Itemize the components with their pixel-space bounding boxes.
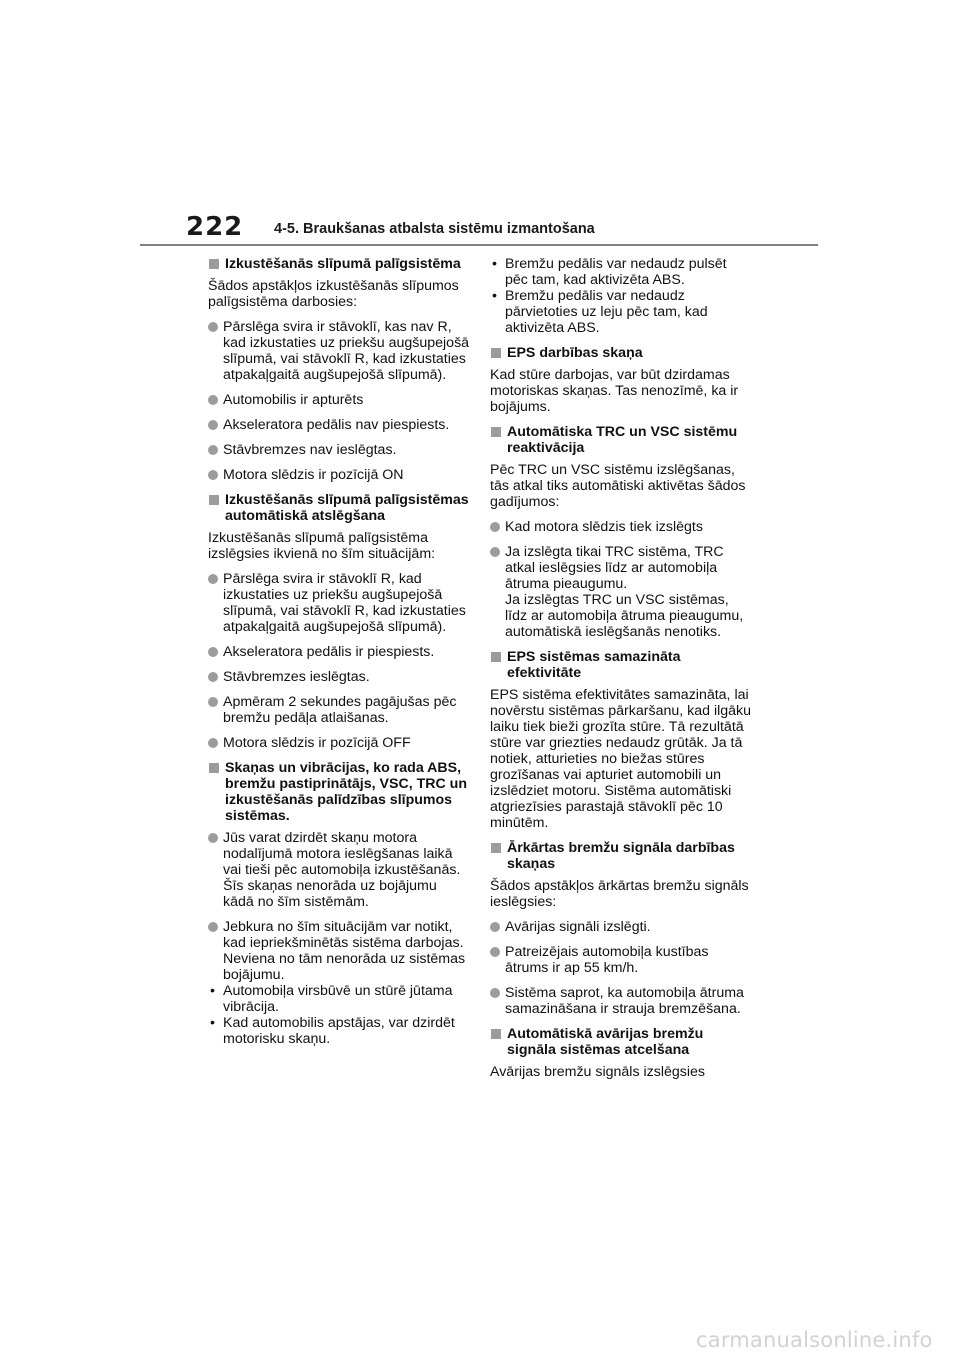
section-heading (490, 840, 752, 872)
bullet-text: Pārslēga svira ir stāvoklī, kas nav R, kad izkustaties uz priekšu augšupejošā slīpumā, vai stāvoklī R, kad izkustaties atpakaļgaitā augšupejošā slīpumā). (223, 319, 470, 383)
paragraph: Avārijas bremžu signāls izslēgsies (490, 1064, 706, 1080)
dot-bullet-icon (208, 395, 218, 405)
heading-text: Izkustēšanās slīpumā palīgsistēma (225, 256, 461, 272)
paragraph: Šādos apstākļos ārkārtas bremžu signāls ieslēgsies: (490, 878, 749, 910)
heading-text: EPS sistēmas samazināta efektivitāte (507, 649, 681, 681)
heading-text: Izkustēšanās slīpumā palīgsistēmas automātiskā atslēgšana (225, 492, 469, 524)
bullet-item (208, 392, 470, 408)
heading-text: EPS darbības skaņa (507, 345, 643, 361)
dot-bullet-icon (208, 833, 218, 843)
dash-bullet-icon: • (210, 1015, 215, 1031)
heading-text: Ārkārtas bremžu signāla darbības skaņas (507, 840, 735, 872)
paragraph: Izkustēšanās slīpumā palīgsistēma izslēgsies ikvienā no šīm situācijām: (208, 530, 436, 562)
bullet-text: Kad motora slēdzis tiek izslēgts (505, 519, 703, 535)
dot-bullet-icon (208, 647, 218, 657)
right-column (490, 256, 752, 1089)
dot-bullet-icon (490, 988, 500, 998)
square-bullet-icon (491, 348, 501, 358)
square-bullet-icon (491, 1029, 501, 1039)
section-heading (208, 256, 470, 272)
square-bullet-icon (491, 427, 501, 437)
section-heading (490, 1026, 752, 1058)
dash-item (490, 256, 752, 288)
heading-text: Automātiskā avārijas bremžu signāla sistēmas atcelšana (507, 1026, 704, 1058)
dot-bullet-icon (490, 547, 500, 557)
section-heading (490, 649, 752, 681)
dash-bullet-icon: • (492, 288, 497, 304)
section-heading (490, 424, 752, 456)
bullet-item (208, 467, 470, 483)
bullet-item (208, 669, 470, 685)
bullet-item (208, 319, 470, 383)
bullet-item (490, 519, 752, 535)
paragraph: Šādos apstākļos izkustēšanās slīpumos palīgsistēma darbosies: (208, 278, 459, 310)
dot-bullet-icon (208, 445, 218, 455)
bullet-item (208, 735, 470, 751)
bullet-item (490, 544, 752, 640)
square-bullet-icon (491, 843, 501, 853)
section-heading (490, 345, 752, 361)
dash-text: Bremžu pedālis var nedaudz pārvietoties uz leju pēc tam, kad aktivizēta ABS. (505, 288, 708, 336)
dot-bullet-icon (208, 470, 218, 480)
bullet-item (208, 417, 470, 433)
bullet-text: Motora slēdzis ir pozīcijā ON (223, 467, 404, 483)
square-bullet-icon (491, 652, 501, 662)
paragraph: EPS sistēma efektivitātes samazināta, lai novērstu sistēmas pārkaršanu, kad ilgāku laiku tiek bieži grozīta stūre. Tā rezultātā stūre var griezties nedaudz grūtāk. Ja tā notiek, atturieties no biežas stūres grozīšanas vai apturiet automobili un izslēdziet motoru. Sistēma automātiski atgriezīsies parastajā stāvoklī pēc 10 minūtēm. (490, 687, 752, 831)
dot-bullet-icon (490, 922, 500, 932)
bullet-item (208, 442, 470, 458)
bullet-text: Motora slēdzis ir pozīcijā OFF (223, 735, 411, 751)
square-bullet-icon (209, 259, 219, 269)
left-column (208, 256, 470, 1047)
dot-bullet-icon (208, 420, 218, 430)
page-number: 222 (186, 212, 244, 242)
section-heading (208, 760, 470, 824)
bullet-text: Pārslēga svira ir stāvoklī R, kad izkustaties uz priekšu augšupejošā slīpumā, vai stāvoklī R, kad izkustaties atpakaļgaitā augšupejošā slīpumā). (223, 571, 466, 635)
bullet-item (490, 944, 752, 976)
section-title: 4-5. Braukšanas atbalsta sistēmu izmantošana (274, 221, 595, 237)
dash-item (490, 288, 752, 336)
square-bullet-icon (209, 495, 219, 505)
section-heading (208, 492, 470, 524)
dash-text: Bremžu pedālis var nedaudz pulsēt pēc tam, kad aktivizēta ABS. (505, 256, 727, 288)
bullet-text: Akseleratora pedālis nav piespiests. (223, 417, 450, 433)
square-bullet-icon (209, 763, 219, 773)
dash-item (208, 1015, 470, 1047)
dot-bullet-icon (208, 574, 218, 584)
bullet-item (490, 919, 752, 935)
bullet-text: Jūs varat dzirdēt skaņu motora nodalījumā motora ieslēgšanas laikā vai tieši pēc automobiļa izkustēšanās. Šīs skaņas nenorāda uz bojājumu kādā no šīm sistēmām. (223, 830, 461, 910)
bullet-item (490, 985, 752, 1017)
dash-bullet-icon: • (492, 256, 497, 272)
bullet-text: Ja izslēgta tikai TRC sistēma, TRC atkal ieslēgsies līdz ar automobiļa ātruma pieaugumu. (505, 544, 724, 592)
dot-bullet-icon (490, 947, 500, 957)
dot-bullet-icon (208, 738, 218, 748)
dash-text: Automobiļa virsbūvē un stūrē jūtama vibrācija. (223, 983, 453, 1015)
bullet-item (208, 694, 470, 726)
bullet-text: Sistēma saprot, ka automobiļa ātruma samazināšana ir strauja bremzēšana. (505, 985, 744, 1017)
bullet-text: Automobilis ir apturēts (223, 392, 364, 408)
watermark: carmanualsonline.info (696, 1328, 933, 1352)
dot-bullet-icon (208, 922, 218, 932)
bullet-text: Patreizējais automobiļa kustības ātrums ir ap 55 km/h. (505, 944, 709, 976)
bullet-item (208, 830, 470, 910)
dot-bullet-icon (208, 672, 218, 682)
dash-text: Kad automobilis apstājas, var dzirdēt motorisku skaņu. (223, 1015, 455, 1047)
bullet-text: Stāvbremzes ieslēgtas. (223, 669, 370, 685)
dash-bullet-icon: • (210, 983, 215, 999)
dot-bullet-icon (208, 697, 218, 707)
bullet-item (208, 571, 470, 635)
bullet-text: Akseleratora pedālis ir piespiests. (223, 644, 435, 660)
bullet-text: Stāvbremzes nav ieslēgtas. (223, 442, 397, 458)
header-divider (140, 244, 818, 246)
dot-bullet-icon (490, 522, 500, 532)
dash-item (208, 983, 470, 1015)
dot-bullet-icon (208, 322, 218, 332)
paragraph: Pēc TRC un VSC sistēmu izslēgšanas, tās atkal tiks automātiski aktivētas šādos gadījumos: (490, 462, 746, 510)
bullet-text: Avārijas signāli izslēgti. (505, 919, 651, 935)
bullet-text: Jebkura no šīm situācijām var notikt, kad iepriekšminētās sistēma darbojas. Neviena no tām nenorāda uz sistēmas bojājumu. (223, 919, 466, 983)
heading-text: Skaņas un vibrācijas, ko rada ABS, bremžu pastiprinātājs, VSC, TRC un izkustēšanās palīdzības slīpumos sistēmas. (225, 760, 468, 824)
paragraph: Kad stūre darbojas, var būt dzirdamas motoriskas skaņas. Tas nenozīmē, ka ir bojājums. (490, 367, 739, 415)
bullet-text: Apmēram 2 sekundes pagājušas pēc bremžu pedāļa atlaišanas. (223, 694, 457, 726)
bullet-item (208, 919, 470, 983)
bullet-text: Ja izslēgtas TRC un VSC sistēmas, līdz ar automobiļa ātruma pieaugumu, automātiskā ieslēgšanās nenotiks. (505, 592, 744, 640)
heading-text: Automātiska TRC un VSC sistēmu reaktivācija (507, 424, 738, 456)
bullet-item (208, 644, 470, 660)
